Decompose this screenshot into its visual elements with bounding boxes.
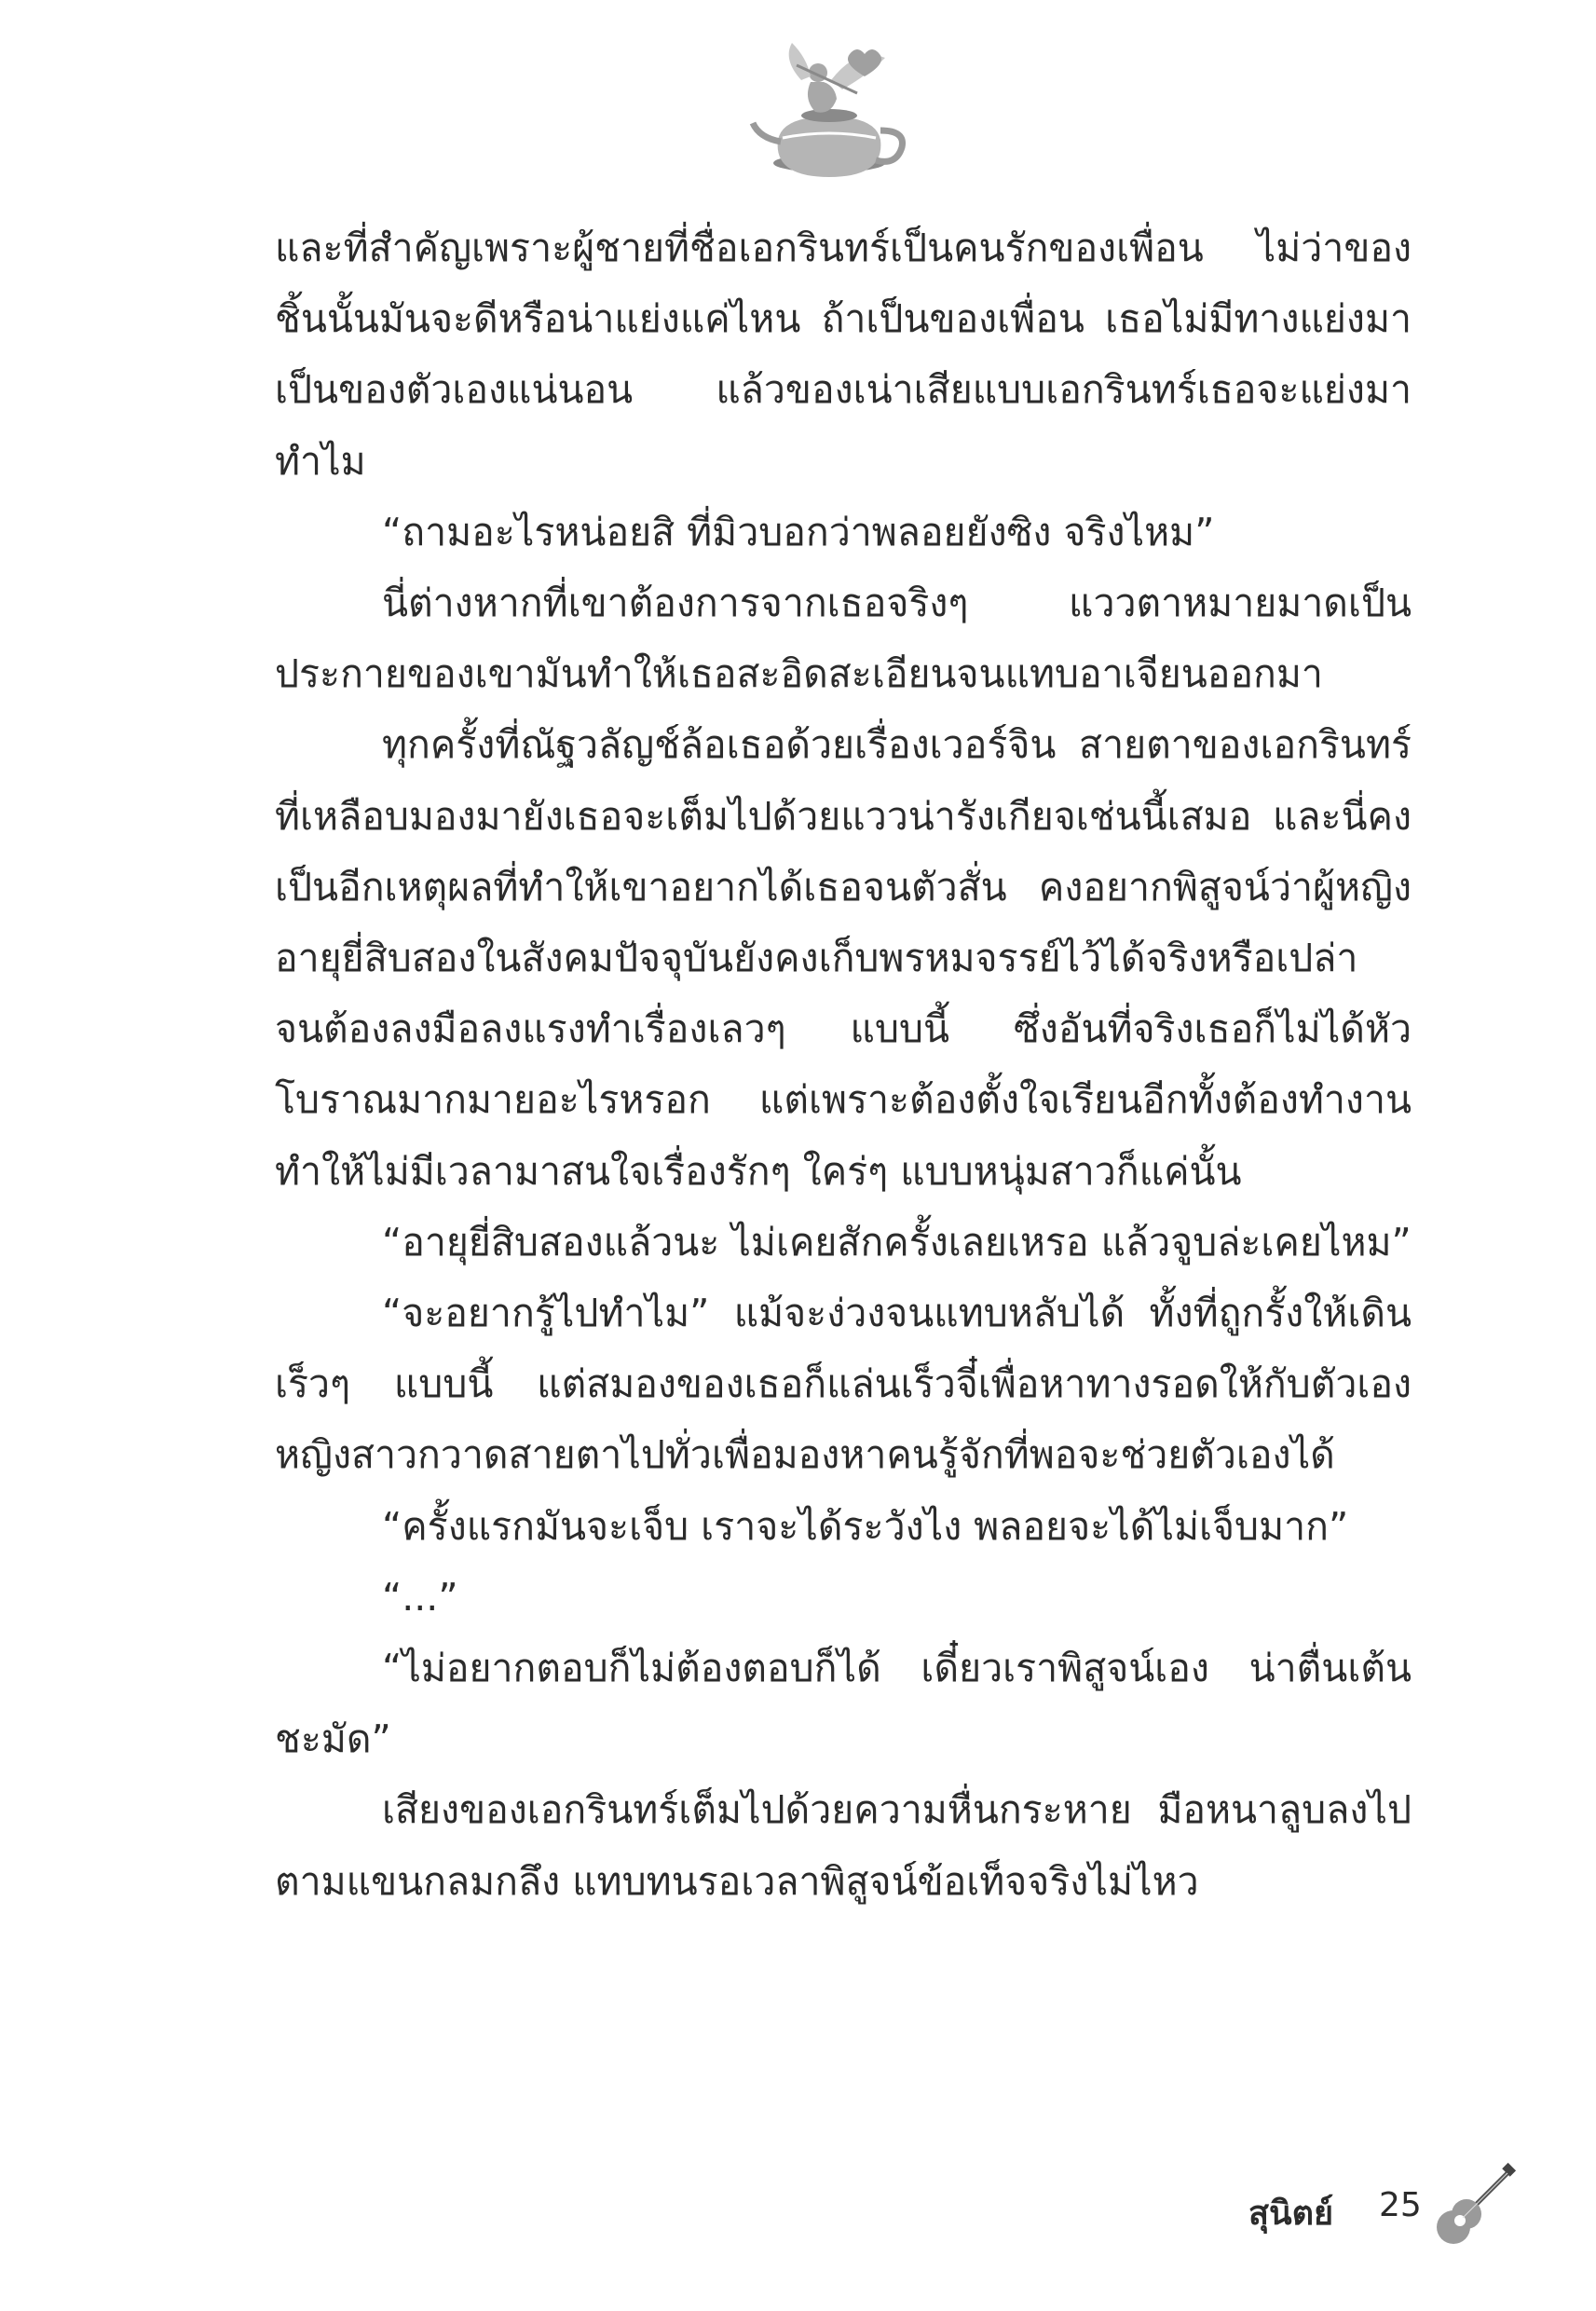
text-body [275, 212, 1412, 1917]
paragraph-3: นี่ต่างหากที่เขาต้องการจากเธอจริงๆ แววตาหมายมาดเป็นประกายของเขามันทำให้เธอสะอิดสะเอียนจนแทบอาเจียนออกมา [275, 581, 1412, 697]
book-title: สุนิตย์ [1248, 2195, 1334, 2233]
paragraph-7: “ครั้งแรกมันจะเจ็บ เราจะได้ระวังไง พลอยจะได้ไม่เจ็บมาก” [382, 1503, 1349, 1549]
page-footer [1248, 2162, 1528, 2246]
guitar-icon [1435, 2162, 1519, 2246]
paragraph-5: “อายุยี่สิบสองแล้วนะ ไม่เคยสักครั้งเลยเหรอ แล้วจูบล่ะเคยไหม” [382, 1219, 1412, 1265]
paragraph-6: “จะอยากรู้ไปทำไม” แม้จะง่วงจนแทบหลับได้ ทั้งที่ถูกรั้งให้เดินเร็วๆ แบบนี้ แต่สมองของเธอก็แล่นเร็วจี๋เพื่อหาทางรอดให้กับตัวเอง หญิงสาวกวาดสายตาไปทั่วเพื่อมองหาคนรู้จักที่พอจะช่วยตัวเองได้ [275, 1291, 1412, 1478]
paragraph-8: “...” [382, 1574, 458, 1620]
cupid-teapot-icon [745, 37, 913, 186]
page-number: 25 [1379, 2186, 1422, 2224]
paragraph-4: ทุกครั้งที่ณัฐวลัญช์ล้อเธอด้วยเรื่องเวอร์จิน สายตาของเอกรินทร์ที่เหลือบมองมายังเธอจะเต็มไปด้วยแววน่ารังเกียจเช่นนี้เสมอ และนี่คงเป็นอีกเหตุผลที่ทำให้เขาอยากได้เธอจนตัวสั่น คงอยากพิสูจน์ว่าผู้หญิงอายุยี่สิบสองในสังคมปัจจุบันยังคงเก็บพรหมจรรย์ไว้ได้จริงหรือเปล่า จนต้องลงมือลงแรงทำเรื่องเลวๆ แบบนี้ ซึ่งอันที่จริงเธอก็ไม่ได้หัวโบราณมากมายอะไรหรอก แต่เพราะต้องตั้งใจเรียนอีกทั้งต้องทำงาน ทำให้ไม่มีเวลามาสนใจเรื่องรักๆ ใคร่ๆ แบบหนุ่มสาวก็แค่นั้น [275, 722, 1412, 1194]
paragraph-9: “ไม่อยากตอบก็ไม่ต้องตอบก็ได้ เดี๋ยวเราพิสูจน์เอง น่าตื่นเต้นชะมัด” [275, 1646, 1412, 1762]
paragraph-1: และที่สำคัญเพราะผู้ชายที่ชื่อเอกรินทร์เป็นคนรักของเพื่อน ไม่ว่าของชิ้นนั้นมันจะดีหรือน่าแย่งแค่ไหน ถ้าเป็นของเพื่อน เธอไม่มีทางแย่งมาเป็นของตัวเองแน่นอน แล้วของเน่าเสียแบบเอกรินทร์เธอจะแย่งมาทำไม [275, 226, 1412, 484]
paragraph-10: เสียงของเอกรินทร์เต็มไปด้วยความหื่นกระหาย มือหนาลูบลงไปตามแขนกลมกลึง แทบทนรอเวลาพิสูจน์ข้อเท็จจริงไม่ไหว [275, 1787, 1412, 1904]
paragraph-2: “ถามอะไรหน่อยสิ ที่มิวบอกว่าพลอยยังซิง จริงไหม” [382, 509, 1215, 554]
